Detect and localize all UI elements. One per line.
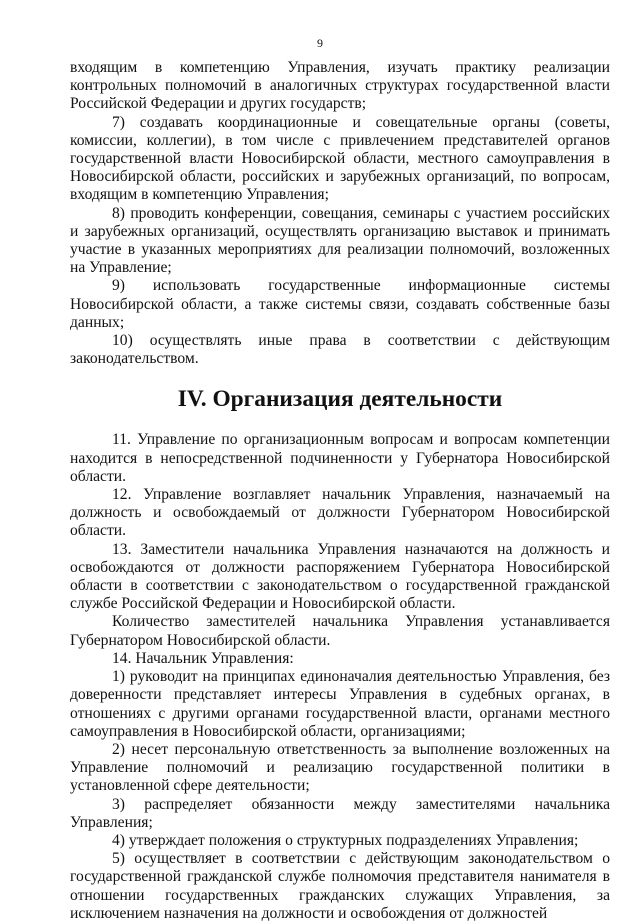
paragraph: 12. Управление возглавляет начальник Управления, назначаемый на должность и освобождаемый от должности Губернатором Новосибирской области. — [70, 486, 610, 540]
paragraph: Количество заместителей начальника Управления устанавливается Губернатором Новосибирской области. — [70, 613, 610, 649]
paragraph: 4) утверждает положения о структурных подразделениях Управления; — [112, 831, 579, 849]
paragraphs-after-heading — [70, 431, 610, 922]
paragraph: 5) осуществляет в соответствии с действующим законодательством о государственной гражданской службе полномочия представителя нанимателя в отношении государственных гражданских служащих Управления, за исключением назначения на должности и освобождения от должностей — [70, 850, 610, 922]
paragraphs-before-heading — [70, 59, 610, 368]
section-heading: IV. Организация деятельности — [177, 386, 503, 413]
paragraph: 11. Управление по организационным вопросам и вопросам компетенции находится в непосредственной подчиненности у Губернатора Новосибирской области. — [70, 431, 610, 485]
paragraph: 9) использовать государственные информационные системы Новосибирской области, а также системы связи, создавать собственные базы данных; — [70, 277, 610, 331]
paragraph: 13. Заместители начальника Управления назначаются на должность и освобождаются от должности распоряжением Губернатора Новосибирской области в соответствии с законодательством о государственной гражданской службе Российской Федерации и Новосибирской области. — [70, 540, 610, 613]
paragraph: 2) несет персональную ответственность за выполнение возложенных на Управление полномочий и реализацию государственной политики в установленной сфере деятельности; — [70, 740, 610, 795]
paragraph: 14. Начальник Управления: — [112, 649, 294, 667]
document-body — [70, 59, 610, 923]
paragraph: входящим в компетенцию Управления, изучать практику реализации контрольных полномочий в аналогичных структурах государственной власти Российской Федерации и других государств; — [70, 59, 610, 113]
page-number: 9 — [317, 36, 323, 50]
paragraph: 8) проводить конференции, совещания, семинары с участием российских и зарубежных организаций, осуществлять организацию выставок и принимать участие в указанных мероприятиях для реализации полномочий, возложенных на Управление; — [70, 204, 610, 277]
paragraph: 7) создавать координационные и совещательные органы (советы, комиссии, коллегии), в том числе с привлечением представителей органов государственной власти Новосибирской области, местного самоуправления в Новосибирской области, российских и зарубежных организаций, по вопросам, входящим в компетенцию Управления; — [70, 113, 610, 204]
paragraph: 10) осуществлять иные права в соответствии с действующим законодательством. — [70, 332, 610, 368]
paragraph: 3) распределяет обязанности между заместителями начальника Управления; — [70, 795, 610, 831]
paragraph: 1) руководит на принципах единоначалия деятельностью Управления, без доверенности представляет интересы Управления в судебных органах, в отношениях с другими органами государственной власти, органами местного самоуправления в Новосибирской области, организациями; — [70, 668, 610, 740]
